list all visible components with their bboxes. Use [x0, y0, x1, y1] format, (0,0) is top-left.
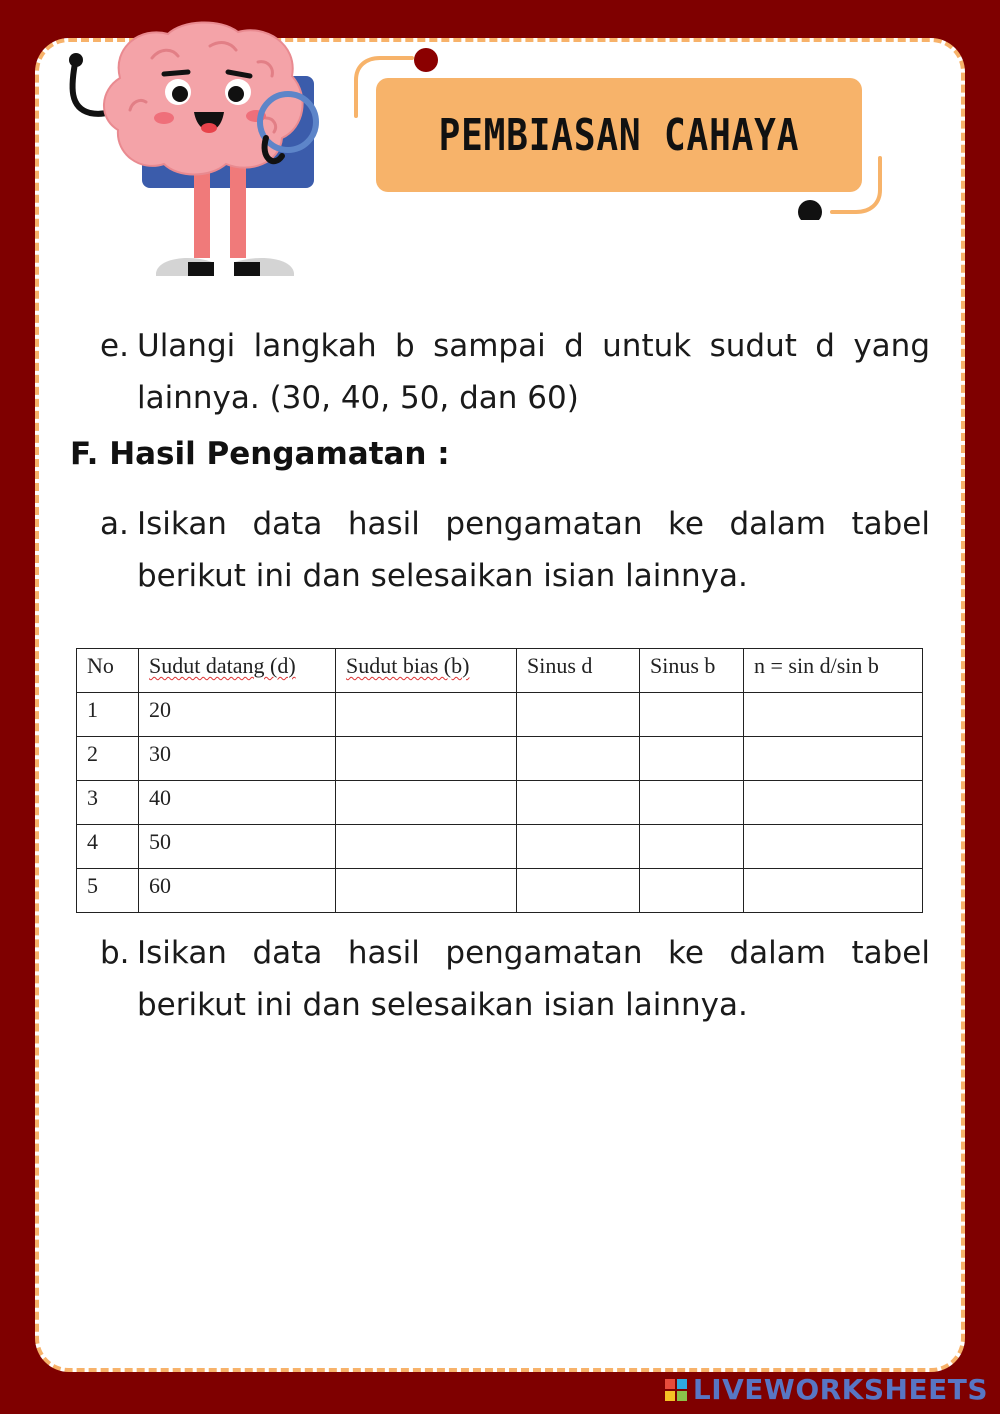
title-banner [376, 78, 862, 192]
step-a-text: Isikan data hasil pengamatan ke dalam tabel berikut ini dan selesaikan isian lainnya. [137, 506, 930, 594]
logo-text: LIVEWORKSHEETS [692, 1373, 988, 1406]
cell-sinus-d-input[interactable] [517, 869, 640, 913]
step-e-marker: e. [100, 328, 129, 364]
step-a-marker: a. [100, 506, 129, 542]
page-title: PEMBIASAN CAHAYA [438, 109, 800, 161]
cell-no: 5 [77, 869, 139, 913]
brain-mascot-illustration [60, 18, 330, 280]
cell-sinus-b-input[interactable] [640, 781, 744, 825]
cell-sudut-bias-input[interactable] [336, 693, 517, 737]
step-e-text: Ulangi langkah b sampai d untuk sudut d yang lainnya. (30, 40, 50, dan 60) [137, 328, 930, 416]
table-row [77, 693, 923, 737]
step-b-marker: b. [100, 935, 130, 971]
step-b [100, 927, 930, 1031]
cell-sudut-datang: 40 [139, 781, 336, 825]
header-sudut-bias-label: Sudut bias (b) [346, 653, 470, 678]
observation-table [76, 648, 923, 913]
cell-sinus-b-input[interactable] [640, 693, 744, 737]
liveworksheets-logo[interactable] [665, 1373, 988, 1406]
cell-index-n-input[interactable] [744, 693, 923, 737]
header-no: No [77, 649, 139, 693]
cell-index-n-input[interactable] [744, 737, 923, 781]
header-sinus-b: Sinus b [640, 649, 744, 693]
step-b-text: Isikan data hasil pengamatan ke dalam tabel berikut ini dan selesaikan isian lainnya. [137, 935, 930, 1023]
logo-square-3 [665, 1391, 675, 1401]
table-row [77, 825, 923, 869]
cell-index-n-input[interactable] [744, 869, 923, 913]
table-header-row [77, 649, 923, 693]
cell-no: 3 [77, 781, 139, 825]
cell-sinus-b-input[interactable] [640, 869, 744, 913]
cell-index-n-input[interactable] [744, 781, 923, 825]
cell-no: 2 [77, 737, 139, 781]
cell-no: 4 [77, 825, 139, 869]
cell-sinus-d-input[interactable] [517, 781, 640, 825]
header-sudut-bias [336, 649, 517, 693]
header-index-n: n = sin d/sin b [744, 649, 923, 693]
header-sudut-datang [139, 649, 336, 693]
step-e [100, 320, 930, 424]
cell-sudut-datang: 50 [139, 825, 336, 869]
header-sudut-datang-label: Sudut datang (d) [149, 653, 296, 678]
header-sinus-d: Sinus d [517, 649, 640, 693]
cell-sudut-datang: 60 [139, 869, 336, 913]
table-row [77, 869, 923, 913]
cell-sinus-d-input[interactable] [517, 825, 640, 869]
cell-no: 1 [77, 693, 139, 737]
cell-sudut-bias-input[interactable] [336, 737, 517, 781]
cell-sudut-bias-input[interactable] [336, 781, 517, 825]
step-a [100, 498, 930, 602]
cell-sudut-bias-input[interactable] [336, 825, 517, 869]
logo-square-4 [677, 1391, 687, 1401]
table-row [77, 737, 923, 781]
cell-sinus-b-input[interactable] [640, 825, 744, 869]
logo-square-1 [665, 1379, 675, 1389]
cell-sudut-datang: 20 [139, 693, 336, 737]
cell-sudut-bias-input[interactable] [336, 869, 517, 913]
cell-sinus-d-input[interactable] [517, 737, 640, 781]
cell-sinus-d-input[interactable] [517, 693, 640, 737]
cell-sinus-b-input[interactable] [640, 737, 744, 781]
logo-square-2 [677, 1379, 687, 1389]
logo-grid-icon [665, 1379, 687, 1401]
table-row [77, 781, 923, 825]
cell-sudut-datang: 30 [139, 737, 336, 781]
section-heading-hasil-pengamatan: F. Hasil Pengamatan : [70, 436, 450, 472]
cell-index-n-input[interactable] [744, 825, 923, 869]
